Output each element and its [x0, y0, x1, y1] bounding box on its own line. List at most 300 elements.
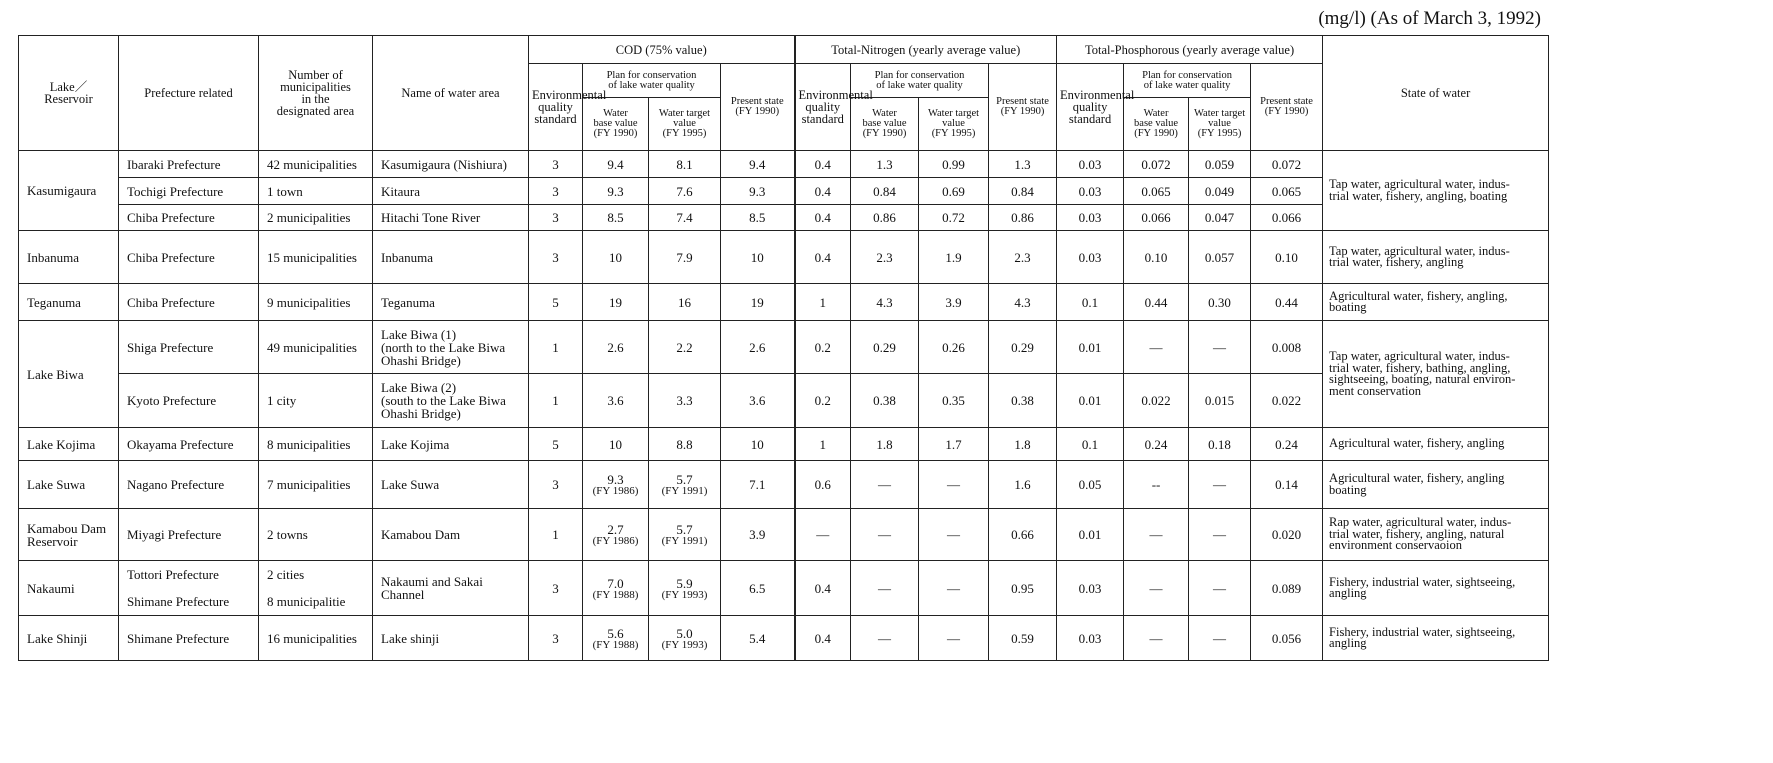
cod-base	[583, 374, 649, 428]
nitrogen-env	[795, 231, 851, 284]
cod-env	[529, 428, 583, 461]
nitrogen-env-value: 0.6	[814, 477, 831, 492]
cod-env-value: 1	[552, 393, 559, 408]
header-cod-present: Present state (FY 1990)	[721, 64, 795, 151]
phosphorous-target	[1189, 231, 1251, 284]
water-area: Teganuma	[373, 284, 529, 321]
cod-target-value: 5.7	[676, 472, 693, 487]
header-cod: COD (75% value)	[529, 36, 795, 64]
nitrogen-target-value: —	[947, 580, 961, 596]
phosphorous-present	[1251, 428, 1323, 461]
phosphorous-target-value: —	[1213, 339, 1227, 355]
cod-env	[529, 178, 583, 205]
municipality-count: 2 municipalities	[267, 210, 351, 225]
nitrogen-env	[795, 284, 851, 321]
nitrogen-base	[851, 284, 919, 321]
header-n-target: Water target value (FY 1995)	[919, 98, 989, 151]
cod-base-value: 19	[609, 294, 622, 310]
nitrogen-base	[851, 561, 919, 616]
cod-base-value: 7.0	[607, 575, 624, 591]
phosphorous-env-value: 0.03	[1078, 580, 1102, 596]
municipalities	[259, 284, 373, 321]
phosphorous-env	[1057, 205, 1124, 231]
phosphorous-present	[1251, 178, 1323, 205]
nitrogen-env	[795, 461, 851, 509]
municipalities	[259, 561, 373, 616]
nitrogen-target	[919, 284, 989, 321]
nitrogen-present-value: 0.29	[1011, 339, 1034, 355]
nitrogen-env-value: 1	[819, 294, 827, 310]
nitrogen-env-value: 0.4	[814, 580, 831, 596]
phosphorous-present	[1251, 321, 1323, 374]
phosphorous-base-value: 0.24	[1144, 436, 1168, 452]
table-row	[19, 461, 1549, 509]
nitrogen-env-value: 0.2	[814, 339, 831, 355]
phosphorous-base	[1124, 509, 1189, 561]
prefecture	[119, 205, 259, 231]
cod-present	[721, 561, 795, 616]
prefecture	[119, 616, 259, 661]
phosphorous-env-value: 0.1	[1081, 294, 1099, 310]
prefecture-name: Nagano Prefecture	[127, 477, 225, 492]
phosphorous-base-value: —	[1149, 630, 1163, 646]
nitrogen-env	[795, 321, 851, 374]
cod-env-value: 3	[552, 249, 559, 265]
nitrogen-present-value: 0.95	[1011, 580, 1034, 596]
cod-base-year: (FY 1988)	[592, 638, 639, 651]
nitrogen-target	[919, 151, 989, 178]
phosphorous-target	[1189, 509, 1251, 561]
state-of-water: Agricultural water, fishery, angling boating	[1323, 461, 1549, 509]
lake-name: Lake Suwa	[19, 461, 119, 509]
nitrogen-target-value: 0.72	[942, 210, 965, 225]
cod-base-value: 9.3	[607, 183, 624, 199]
cod-base-value: 2.6	[607, 339, 624, 355]
lake-name: Lake Biwa	[19, 321, 119, 428]
nitrogen-env-value: 1	[819, 436, 827, 452]
phosphorous-base	[1124, 321, 1189, 374]
nitrogen-present	[989, 561, 1057, 616]
header-p-present: Present state (FY 1990)	[1251, 64, 1323, 151]
phosphorous-base-value: 0.022	[1141, 393, 1171, 408]
table-row	[19, 151, 1549, 178]
state-of-water: Tap water, agricultural water, indus- trial water, fishery, angling	[1323, 231, 1549, 284]
cod-present	[721, 178, 795, 205]
nitrogen-env-value: 0.4	[814, 249, 831, 265]
phosphorous-target	[1189, 374, 1251, 428]
header-municipalities: Number of municipalities in the designated area	[259, 36, 373, 151]
cod-target-value: 8.8	[676, 436, 693, 452]
phosphorous-env-value: 0.03	[1078, 156, 1102, 172]
cod-base-value: 10	[609, 249, 622, 265]
phosphorous-env	[1057, 561, 1124, 616]
cod-target-year: (FY 1993)	[661, 588, 708, 601]
nitrogen-present	[989, 205, 1057, 231]
nitrogen-base-value: 0.29	[873, 339, 896, 355]
water-area: Kamabou Dam	[373, 509, 529, 561]
phosphorous-present-value: 0.020	[1271, 527, 1302, 542]
phosphorous-target-value: 0.057	[1204, 249, 1235, 265]
table-row	[19, 616, 1549, 661]
nitrogen-target	[919, 509, 989, 561]
state-of-water: Rap water, agricultural water, indus- trial water, fishery, angling, natural environment conservaoion	[1323, 509, 1549, 561]
nitrogen-present	[989, 151, 1057, 178]
header-cod-base: Water base value (FY 1990)	[583, 98, 649, 151]
phosphorous-base-value: —	[1149, 527, 1163, 542]
phosphorous-present	[1251, 374, 1323, 428]
municipalities	[259, 178, 373, 205]
phosphorous-present	[1251, 561, 1323, 616]
phosphorous-present-value: 0.056	[1271, 630, 1302, 646]
phosphorous-base	[1124, 231, 1189, 284]
water-area: Kasumigaura (Nishiura)	[373, 151, 529, 178]
cod-target-year: (FY 1991)	[661, 535, 708, 547]
cod-env	[529, 205, 583, 231]
cod-env-value: 5	[552, 294, 559, 310]
phosphorous-present	[1251, 284, 1323, 321]
header-n-present: Present state (FY 1990)	[989, 64, 1057, 151]
cod-env	[529, 231, 583, 284]
cod-base-year: (FY 1986)	[592, 535, 639, 547]
municipalities	[259, 321, 373, 374]
cod-base	[583, 231, 649, 284]
cod-present-value: 3.9	[749, 527, 766, 542]
nitrogen-target-value: 1.7	[945, 436, 962, 452]
cod-present	[721, 374, 795, 428]
nitrogen-target	[919, 616, 989, 661]
nitrogen-target-value: 0.26	[942, 339, 965, 355]
nitrogen-target	[919, 374, 989, 428]
cod-env-value: 3	[552, 156, 559, 172]
cod-target	[649, 284, 721, 321]
prefecture	[119, 509, 259, 561]
phosphorous-target	[1189, 178, 1251, 205]
nitrogen-env-value: 0.4	[814, 210, 831, 225]
nitrogen-env	[795, 561, 851, 616]
nitrogen-present-value: 4.3	[1014, 294, 1031, 310]
nitrogen-target	[919, 321, 989, 374]
phosphorous-target	[1189, 151, 1251, 178]
phosphorous-base	[1124, 374, 1189, 428]
nitrogen-base	[851, 321, 919, 374]
municipality-count: 8 municipalitie	[267, 594, 346, 609]
nitrogen-target	[919, 231, 989, 284]
cod-env	[529, 284, 583, 321]
phosphorous-env	[1057, 231, 1124, 284]
table-row	[19, 509, 1549, 561]
nitrogen-present-value: 0.38	[1011, 393, 1034, 408]
phosphorous-env	[1057, 178, 1124, 205]
prefecture-name: Miyagi Prefecture	[127, 527, 222, 542]
cod-base	[583, 616, 649, 661]
nitrogen-target-value: —	[947, 527, 961, 542]
table-row	[19, 374, 1549, 428]
table-row	[19, 428, 1549, 461]
lake-name: Inbanuma	[19, 231, 119, 284]
cod-target-value: 2.2	[676, 339, 693, 355]
phosphorous-base-value: 0.065	[1141, 183, 1171, 199]
municipality-count: 9 municipalities	[267, 294, 351, 310]
cod-base	[583, 561, 649, 616]
state-of-water: Agricultural water, fishery, angling, boating	[1323, 284, 1549, 321]
nitrogen-base	[851, 151, 919, 178]
phosphorous-base	[1124, 205, 1189, 231]
cod-present-value: 5.4	[749, 630, 766, 646]
phosphorous-present	[1251, 205, 1323, 231]
municipalities	[259, 616, 373, 661]
phosphorous-env	[1057, 374, 1124, 428]
phosphorous-env-value: 0.05	[1078, 477, 1102, 492]
nitrogen-present	[989, 321, 1057, 374]
municipalities	[259, 374, 373, 428]
cod-target-value: 5.0	[676, 625, 693, 641]
municipalities	[259, 205, 373, 231]
phosphorous-present	[1251, 616, 1323, 661]
nitrogen-target	[919, 428, 989, 461]
phosphorous-target	[1189, 616, 1251, 661]
phosphorous-target-value: —	[1213, 580, 1227, 596]
nitrogen-base-value: —	[878, 630, 892, 646]
phosphorous-target	[1189, 561, 1251, 616]
cod-env-value: 3	[552, 477, 559, 492]
header-state-of-water: State of water	[1323, 36, 1549, 151]
phosphorous-target-value: —	[1213, 527, 1227, 542]
phosphorous-base-value: --	[1151, 477, 1161, 492]
phosphorous-present-value: 0.066	[1271, 210, 1302, 225]
nitrogen-base	[851, 428, 919, 461]
water-area: Kitaura	[373, 178, 529, 205]
cod-present	[721, 151, 795, 178]
prefecture	[119, 561, 259, 616]
prefecture	[119, 178, 259, 205]
prefecture	[119, 428, 259, 461]
municipality-count: 1 town	[267, 183, 303, 199]
prefecture-name: Tottori Prefecture	[127, 567, 219, 582]
phosphorous-env	[1057, 151, 1124, 178]
nitrogen-base	[851, 374, 919, 428]
nitrogen-base-value: 0.38	[873, 393, 896, 408]
cod-target-value: 5.9	[676, 575, 693, 591]
nitrogen-env-value: 0.4	[814, 156, 831, 172]
state-of-water: Tap water, agricultural water, indus- trial water, fishery, bathing, angling, sightseeing, boating, natural environ- ment conservation	[1323, 321, 1549, 428]
nitrogen-present	[989, 509, 1057, 561]
municipality-count: 2 cities	[267, 567, 305, 582]
cod-base	[583, 428, 649, 461]
phosphorous-target-value: 0.18	[1208, 436, 1231, 452]
nitrogen-present-value: 0.84	[1011, 183, 1034, 199]
table-row	[19, 205, 1549, 231]
cod-env-value: 5	[552, 436, 559, 452]
phosphorous-target	[1189, 284, 1251, 321]
phosphorous-env	[1057, 616, 1124, 661]
cod-target-value: 8.1	[676, 156, 693, 172]
municipality-count: 7 municipalities	[267, 477, 351, 492]
phosphorous-target	[1189, 205, 1251, 231]
nitrogen-base	[851, 616, 919, 661]
phosphorous-present-value: 0.072	[1271, 156, 1302, 172]
phosphorous-target-value: —	[1213, 477, 1227, 492]
nitrogen-target	[919, 205, 989, 231]
cod-base	[583, 461, 649, 509]
nitrogen-env-value: 0.4	[814, 183, 831, 199]
cod-env-value: 1	[552, 527, 559, 542]
phosphorous-env-value: 0.03	[1078, 630, 1102, 646]
cod-base-value: 5.6	[607, 625, 624, 641]
phosphorous-target-value: 0.30	[1208, 294, 1231, 310]
water-area: Lake shinji	[373, 616, 529, 661]
nitrogen-target-value: 1.9	[945, 249, 962, 265]
phosphorous-base	[1124, 461, 1189, 509]
nitrogen-env-value: 0.2	[814, 393, 831, 408]
state-of-water: Agricultural water, fishery, angling	[1323, 428, 1549, 461]
phosphorous-target-value: 0.015	[1204, 393, 1235, 408]
cod-target-year: (FY 1991)	[661, 485, 708, 497]
cod-base-value: 9.3	[607, 472, 624, 487]
nitrogen-target-value: 0.99	[942, 156, 965, 172]
cod-env-value: 3	[552, 183, 559, 199]
phosphorous-present-value: 0.089	[1271, 580, 1302, 596]
nitrogen-present-value: 1.3	[1014, 156, 1031, 172]
phosphorous-present-value: 0.065	[1271, 183, 1302, 199]
prefecture	[119, 461, 259, 509]
municipality-count: 1 city	[267, 393, 297, 408]
cod-env-value: 1	[552, 339, 559, 355]
municipality-count: 2 towns	[267, 527, 308, 542]
cod-present	[721, 205, 795, 231]
state-of-water: Fishery, industrial water, sightseeing, angling	[1323, 616, 1549, 661]
nitrogen-present-value: 2.3	[1014, 249, 1031, 265]
lake-water-quality-table	[18, 35, 1549, 661]
cod-env-value: 3	[552, 630, 559, 646]
lake-name: Nakaumi	[19, 561, 119, 616]
phosphorous-env	[1057, 509, 1124, 561]
prefecture-name: Chiba Prefecture	[127, 294, 215, 310]
phosphorous-env-value: 0.1	[1081, 436, 1099, 452]
nitrogen-base	[851, 461, 919, 509]
nitrogen-base	[851, 205, 919, 231]
header-cod-plan: Plan for conservation of lake water quality	[583, 64, 721, 98]
cod-target-value: 16	[678, 294, 691, 310]
prefecture-name: Chiba Prefecture	[127, 249, 215, 265]
phosphorous-env	[1057, 461, 1124, 509]
header-nitrogen: Total-Nitrogen (yearly average value)	[795, 36, 1057, 64]
prefecture-name: Shimane Prefecture	[127, 594, 230, 609]
cod-target-value: 7.4	[676, 210, 693, 225]
cod-base-year: (FY 1986)	[592, 485, 639, 497]
cod-env	[529, 561, 583, 616]
nitrogen-env	[795, 616, 851, 661]
cod-target	[649, 428, 721, 461]
nitrogen-base-value: 1.3	[876, 156, 893, 172]
prefecture	[119, 151, 259, 178]
municipality-count: 42 municipalities	[267, 156, 357, 172]
phosphorous-base-value: —	[1149, 339, 1163, 355]
cod-target-value: 5.7	[676, 522, 693, 537]
cod-present-value: 19	[750, 294, 764, 310]
cod-target-value: 7.9	[676, 249, 693, 265]
cod-target	[649, 151, 721, 178]
nitrogen-base-value: 0.86	[873, 210, 896, 225]
municipality-count: 8 municipalities	[267, 436, 351, 452]
table-row	[19, 178, 1549, 205]
cod-target-value: 3.3	[676, 393, 693, 408]
prefecture-name: Shiga Prefecture	[127, 339, 214, 355]
cod-env	[529, 374, 583, 428]
header-n-base: Water base value (FY 1990)	[851, 98, 919, 151]
phosphorous-env	[1057, 321, 1124, 374]
nitrogen-target-value: 0.69	[942, 183, 965, 199]
cod-base	[583, 205, 649, 231]
nitrogen-target	[919, 561, 989, 616]
cod-present-value: 7.1	[749, 477, 766, 492]
nitrogen-env	[795, 374, 851, 428]
water-area: Lake Biwa (1) (north to the Lake Biwa Ohashi Bridge)	[373, 321, 529, 374]
cod-base	[583, 321, 649, 374]
nitrogen-present	[989, 284, 1057, 321]
water-area: Lake Suwa	[373, 461, 529, 509]
nitrogen-env	[795, 178, 851, 205]
nitrogen-present	[989, 616, 1057, 661]
nitrogen-present-value: 1.8	[1014, 436, 1031, 452]
municipalities	[259, 151, 373, 178]
phosphorous-base-value: 0.10	[1144, 249, 1168, 265]
lake-name: Lake Shinji	[19, 616, 119, 661]
cod-base-value: 2.7	[607, 522, 624, 537]
phosphorous-target-value: 0.059	[1204, 156, 1235, 172]
cod-present	[721, 616, 795, 661]
nitrogen-present-value: 1.6	[1014, 477, 1031, 492]
cod-present-value: 9.4	[749, 156, 766, 172]
prefecture-name: Okayama Prefecture	[127, 436, 234, 452]
cod-present-value: 6.5	[749, 580, 766, 596]
lake-name: Lake Kojima	[19, 428, 119, 461]
phosphorous-base	[1124, 561, 1189, 616]
phosphorous-target-value: 0.049	[1204, 183, 1235, 199]
nitrogen-env	[795, 151, 851, 178]
prefecture-name: Kyoto Prefecture	[127, 393, 217, 408]
header-p-plan: Plan for conservation of lake water quality	[1124, 64, 1251, 98]
nitrogen-base-value: 1.8	[876, 436, 893, 452]
cod-target	[649, 509, 721, 561]
header-water-area: Name of water area	[373, 36, 529, 151]
header-lake: Lake／ Reservoir	[19, 36, 119, 151]
cod-target	[649, 231, 721, 284]
phosphorous-env	[1057, 428, 1124, 461]
phosphorous-base-value: 0.072	[1141, 156, 1171, 172]
cod-base	[583, 151, 649, 178]
nitrogen-present	[989, 231, 1057, 284]
cod-target	[649, 374, 721, 428]
cod-present	[721, 284, 795, 321]
nitrogen-base-value: —	[878, 580, 892, 596]
phosphorous-target-value: —	[1213, 630, 1227, 646]
phosphorous-present-value: 0.44	[1275, 294, 1298, 310]
phosphorous-base-value: —	[1149, 580, 1163, 596]
header-n-env: Environmental quality standard	[795, 64, 851, 151]
cod-base-value: 8.5	[607, 210, 624, 225]
nitrogen-base-value: 0.84	[873, 183, 896, 199]
cod-env	[529, 321, 583, 374]
prefecture	[119, 374, 259, 428]
nitrogen-base	[851, 178, 919, 205]
municipality-count: 49 municipalities	[267, 339, 357, 355]
cod-target	[649, 561, 721, 616]
cod-present	[721, 509, 795, 561]
nitrogen-target	[919, 461, 989, 509]
header-cod-env: Environmental quality standard	[529, 64, 583, 151]
table-body	[19, 151, 1549, 661]
phosphorous-base-value: 0.066	[1141, 210, 1171, 225]
